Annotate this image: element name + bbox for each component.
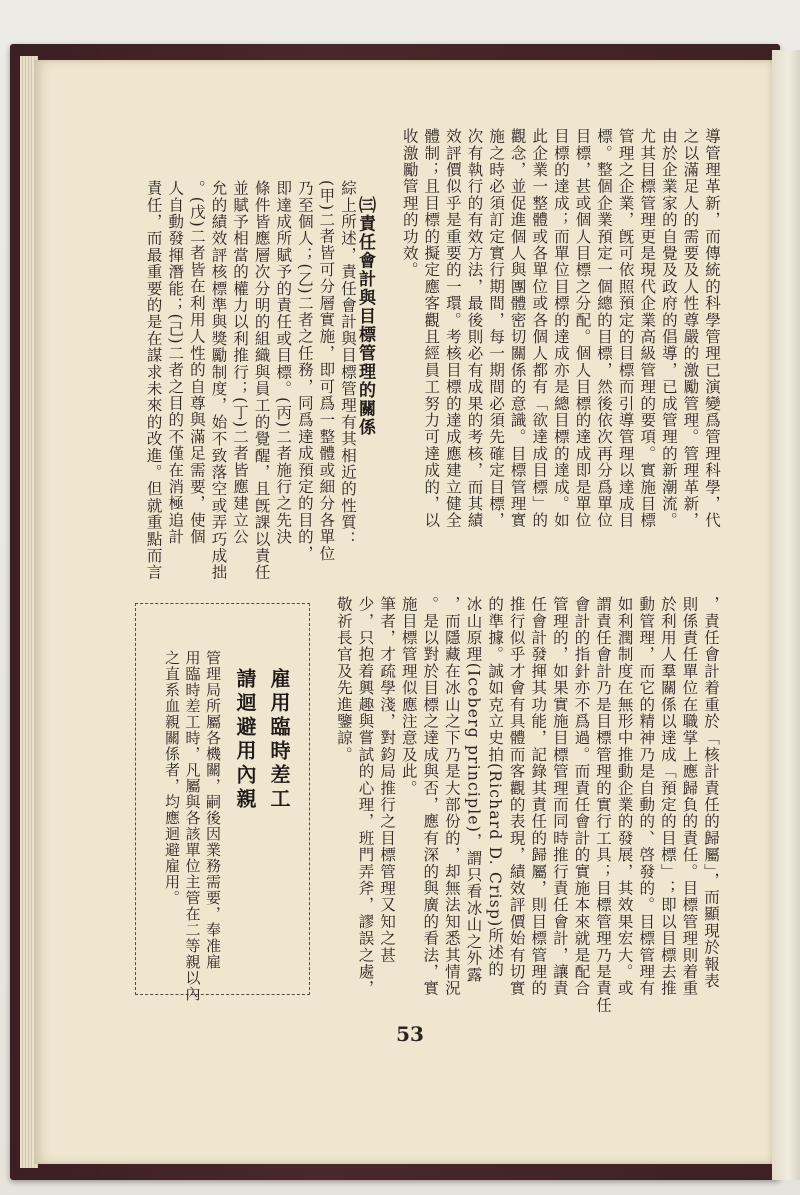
middle-text-column: 綜上所述，責任會計與目標管理有其相近的性質： (甲)二者皆可分層實施，即可爲一整體或細分各單位 乃至個人；(乙)二者之任務，同爲達成預定的目的， 即達成所賦予的責任或目標。(丙)二者施行之先決 條件皆應層次分明的組織與員工的覺醒，且旣課以責任 並賦予相當的權力以利推行；(丁)二者皆應建立公 允的績效評核標準與獎勵制度，始不致落空或弄巧成拙 。(戊)二者皆在利用人性的自尊與滿足需要，使個 人自動發揮潛能；(己)二者之目的不僅在消極追計 責任，而最重要的是在謀求未來的改進。但就重點而言 [144,180,357,581]
upper-text-column: 導管理革新，而傳統的科學管理已演變爲管理科學，代 之以滿足人的需要及人性尊嚴的激勵管理。管理革新， 由於企業家的自覺及政府的倡導，已成管理的新潮流。 尤其目標管理更是現代企業高級管理的要項。實施目標 管理之企業，旣可依照預定的目標而引導管理以達成目 標。整個企業預定一個總的目標，然後依次再分爲單位 目標，甚或個人目標之分配。個人目標的達成即是單位 目標的達成；而單位目標的達成亦是總目標的達成。如 此企業一整體或各單位或各個人都有「欲達成目標」的 觀念，並促進個人與團體密切關係的意識。目標管理實 施之時必須訂定實行期間，每一期間必須先確定目標， 次有執行的有效方法，最後則必有成果的考核，而其績 效評價似乎是重要的一環。考核目標的達成應建立健全 體制；且目標的擬定應客觀且經員工努力可達成的，以 收激勵管理的功效。 [400,128,721,529]
section-heading: ㈢責任會計與目標管理的關係 [355,196,375,437]
lower-text-column: ，責任會計着重於「核計責任的歸屬」，而顯現於報表 則係責任單位在職掌上應歸負的責任。目標管理則着重 於利用人羣關係以達成「預定的目標」；即以目標去推 動管理，而它的精神乃是自動的、啓發的。目標管理有 如利潤制度在無形中推動企業的發展，其效果宏大。或 謂責任會計乃是目標管理的實行工具；目標管理乃是責任 會計的指針亦不爲過。而責任會計的實施本來就是配合 管理的，如果實施目標管理而同時推行責任會計，讓責 任會計發揮其功能，記錄其責任的歸屬，則目標管理的 推行似乎才會有具體而客觀的表現，績效評價始有切實 的準據。誠如克立史拍(Richard D. Crisp)所述的 冰山原理(Iceberg principle)，謂只看冰山之外露 ，而隱藏在冰山之下乃是大部份的，却無法知悉其情況 。是以對於目標之達成與否，應有深的與廣的看法，實 施目標管理似應注意及此。 筆者，才疏學淺，對鈞局推行之目標管理又知之甚 少，只抱着興趣與嘗試的心理，班門弄斧，謬誤之處， 敬祈長官及先進鑒諒。 [334,596,720,1014]
notice-body: 管理局所屬各機關，嗣後因業務需要，奉准雇 用臨時差工時，凡屬與各該單位主管在二等親以內 之直系血親關係者，均應迴避雇用。 [163,650,222,1002]
notice-title: 雇用臨時差工 請迴避用內親 [233,668,291,812]
page-number: 53 [396,1022,424,1046]
adjacent-page-edge [772,50,800,1180]
